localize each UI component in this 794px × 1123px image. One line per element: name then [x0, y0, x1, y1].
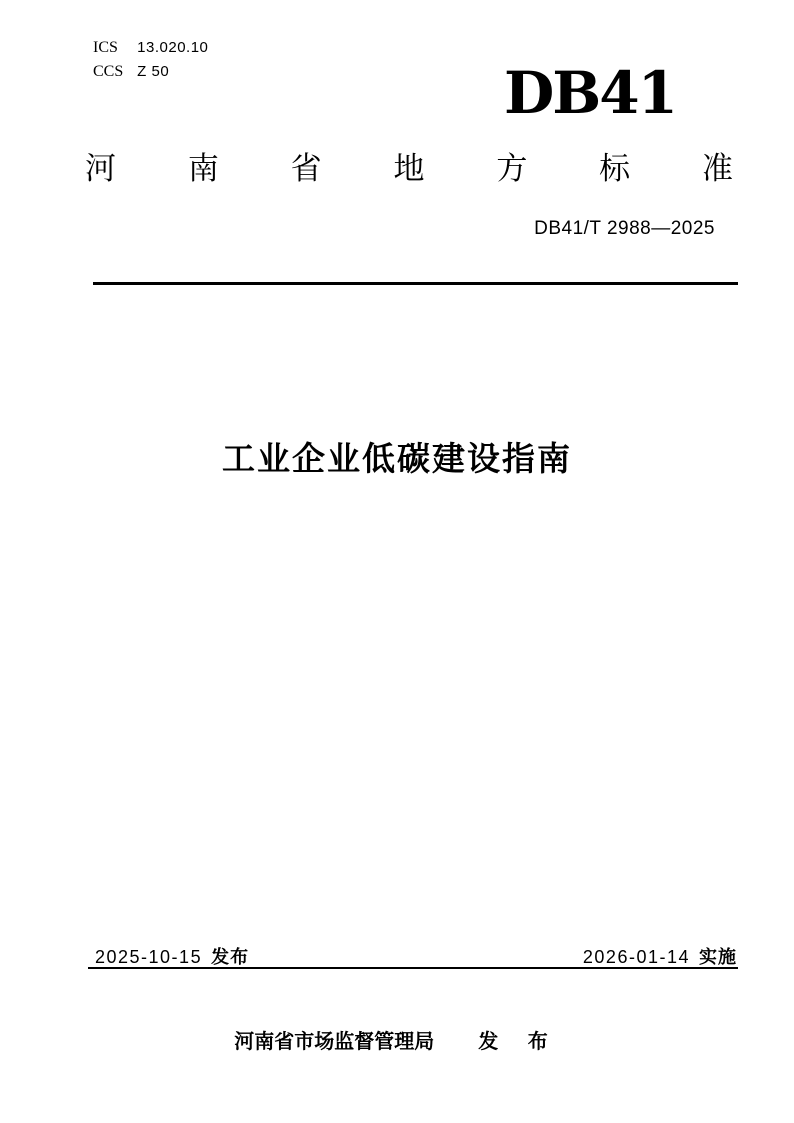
header-rule: [93, 282, 738, 285]
issue-date: 2025-10-15: [95, 947, 203, 967]
implement-date: 2026-01-14: [582, 947, 690, 967]
document-title: 工业企业低碳建设指南: [222, 440, 572, 477]
implement-date-group: [583, 943, 737, 969]
classification-codes: [93, 36, 208, 84]
publisher-name: 河南省市场监督管理局: [234, 1031, 435, 1053]
ics-line: [93, 36, 208, 60]
dates-row: [95, 943, 737, 969]
issue-date-group: [95, 943, 249, 969]
ccs-line: [93, 60, 208, 84]
publisher-line: [0, 1025, 794, 1054]
footer-rule: [88, 967, 738, 969]
standard-number: DB41/T 2988—2025: [534, 218, 715, 239]
publisher-action: 发 布: [478, 1031, 560, 1053]
issue-label: 发布: [211, 947, 250, 967]
ccs-value: Z 50: [137, 63, 170, 80]
standard-type-heading: 河南省地方标准: [85, 151, 733, 186]
implement-label: 实施: [699, 947, 737, 967]
ccs-label: CCS: [93, 63, 124, 80]
db41-logo: DB41: [503, 59, 676, 127]
ics-label: ICS: [93, 39, 118, 56]
ics-value: 13.020.10: [137, 39, 209, 56]
